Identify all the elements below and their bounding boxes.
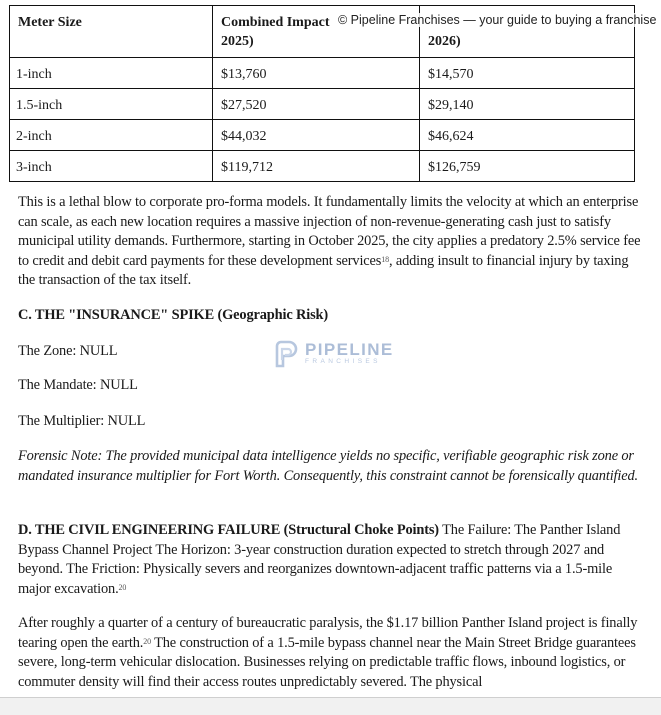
table-row xyxy=(10,120,635,151)
header-text: Meter Size xyxy=(18,15,82,30)
meter-fee-table xyxy=(9,5,635,182)
section-d-paragraph xyxy=(18,521,644,599)
pipeline-logo-icon xyxy=(273,340,301,368)
cell-fy2025: $44,032 xyxy=(213,120,420,151)
header-text-line2: 2025) xyxy=(221,34,254,49)
cell-fy2026: $46,624 xyxy=(420,120,635,151)
pipeline-watermark xyxy=(273,340,394,368)
section-d-heading: D. THE CIVIL ENGINEERING FAILURE (Structural Choke Points) xyxy=(18,522,439,538)
cell-meter-size: 1-inch xyxy=(10,58,213,89)
bottom-scroll-area[interactable] xyxy=(0,697,661,715)
zone-line: The Zone: NULL xyxy=(18,343,118,359)
footnote-ref[interactable]: 18 xyxy=(381,254,389,264)
watermark-title: PIPELINE xyxy=(305,340,394,359)
section-c-heading: C. THE "INSURANCE" SPIKE (Geographic Risk) xyxy=(18,307,329,323)
watermark-subtitle: FRANCHISES xyxy=(305,358,381,365)
cell-fy2026: $14,570 xyxy=(420,58,635,89)
cell-fy2026: $126,759 xyxy=(420,151,635,182)
header-text: Combined Impact xyxy=(221,15,330,30)
footnote-ref[interactable]: 20 xyxy=(118,582,127,592)
paragraph-text: The Failure: The Panther Island Bypass Channel Project The Horizon: 3-year construction duration expected to stretch through 2027 and beyond. The Friction: Physically severs and reorganizes downtown-adjacent traffic patterns via a 1.5-mile major excavation. xyxy=(18,522,621,597)
forensic-note: Forensic Note: The provided municipal data intelligence yields no specific, verifiable geographic risk zone or mandated insurance multiplier for Fort Worth. Consequently, this constraint cannot be forensically quantified. xyxy=(18,448,638,484)
header-text-line2: 2026) xyxy=(428,34,461,49)
cell-meter-size: 2-inch xyxy=(10,120,213,151)
header-meter-size xyxy=(10,6,213,58)
cell-fy2025: $119,712 xyxy=(213,151,420,182)
cell-fy2025: $27,520 xyxy=(213,89,420,120)
cell-fy2026: $29,140 xyxy=(420,89,635,120)
table-row xyxy=(10,151,635,182)
footnote-ref[interactable]: 20 xyxy=(143,636,151,646)
cell-meter-size: 1.5-inch xyxy=(10,89,213,120)
paragraph-panther-island xyxy=(18,614,644,692)
cell-fy2025: $13,760 xyxy=(213,58,420,89)
paragraph-text: , adding insult to financial injury by taxing the transaction of the tax itself. xyxy=(18,252,629,289)
paragraph-text: The construction of a 1.5-mile bypass channel near the Main Street Bridge guarantees severe, long-term vehicular dislocation. Businesses relying on predictable traffic flows, inbound logistics, or commuter density will find their access routes unpredictably severed. The physical xyxy=(18,634,636,690)
copyright-overlay: © Pipeline Franchises — your guide to buying a franchise xyxy=(338,13,657,27)
cell-meter-size: 3-inch xyxy=(10,151,213,182)
table-row xyxy=(10,89,635,120)
mandate-line: The Mandate: NULL xyxy=(18,377,138,393)
paragraph-text: This is a lethal blow to corporate pro-forma models. It fundamentally limits the velocity at which an enterprise can scale, as each new location requires a massive injection of non-revenue-generating cash just to satisfy municipal utility demands. Furthermore, starting in October 2025, the city applies a predatory 2.5% service fee to credit and debit card payments for these development services xyxy=(18,194,641,269)
table-row xyxy=(10,58,635,89)
paragraph-text: After roughly a quarter of a century of bureaucratic paralysis, the $1.17 billion Panther Island project is finally tearing open the earth. xyxy=(18,615,638,651)
paragraph-lethal-blow xyxy=(18,193,644,291)
multiplier-line: The Multiplier: NULL xyxy=(18,413,146,429)
